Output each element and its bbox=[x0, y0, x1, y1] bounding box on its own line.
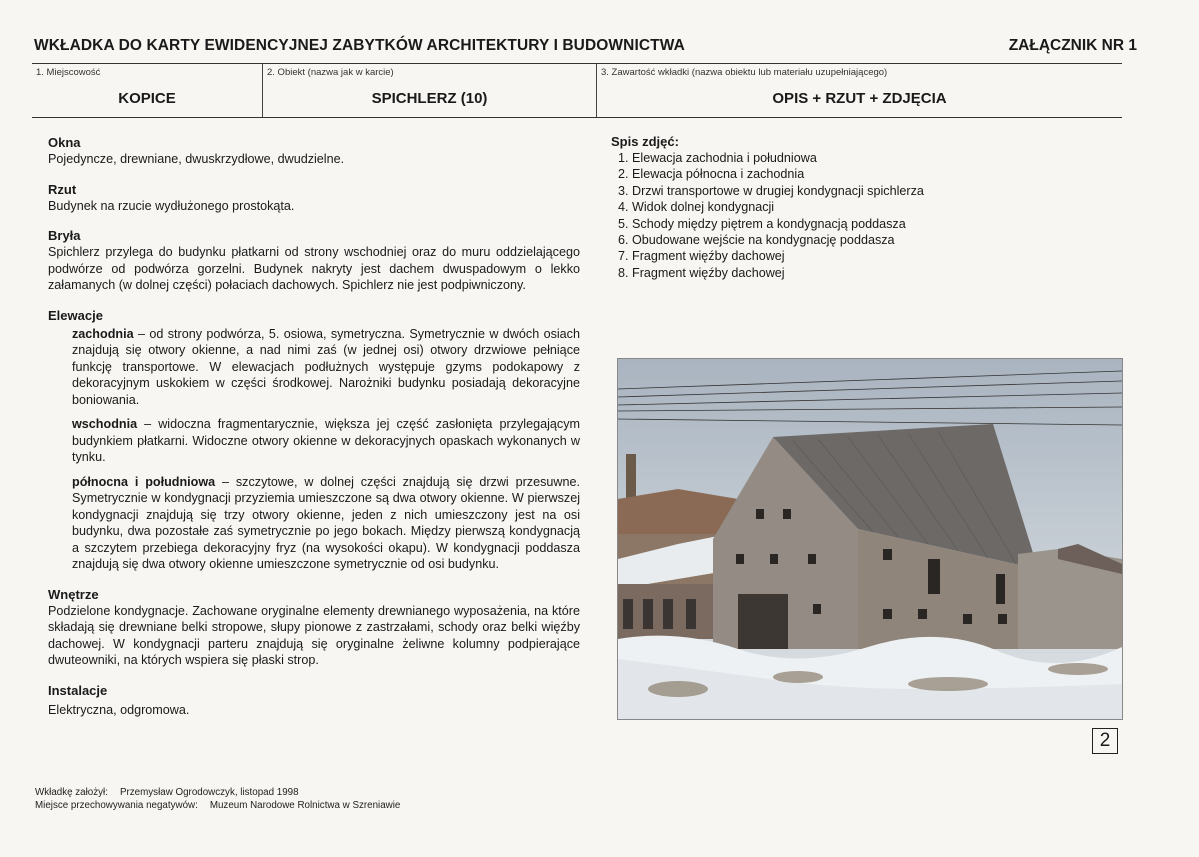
header-table bbox=[32, 63, 1122, 118]
header-cell-label: 1. Miejscowość bbox=[36, 67, 101, 78]
footer-storage-line bbox=[35, 800, 400, 813]
photo-list-items bbox=[611, 150, 1031, 281]
footer-author-value: Przemysław Ogrodowczyk, listopad 1998 bbox=[119, 787, 299, 798]
header-cell-locality bbox=[32, 64, 262, 117]
granary-photo bbox=[617, 358, 1123, 720]
list-item: 5. Schody między piętrem a kondygnacją poddasza bbox=[632, 216, 1031, 232]
section-text: Budynek na rzucie wydłużonego prostokąta. bbox=[48, 198, 295, 213]
section-text: Elektryczna, odgromowa. bbox=[48, 702, 190, 717]
elevation-term: zachodnia bbox=[72, 326, 134, 341]
header-cell-object bbox=[262, 64, 596, 117]
footer-author-line bbox=[35, 787, 400, 800]
header-cell-value: SPICHLERZ (10) bbox=[371, 90, 488, 107]
elevation-term: wschodnia bbox=[72, 417, 138, 431]
section-text: Pojedyncze, drewniane, dwuskrzydłowe, dwudzielne. bbox=[48, 152, 345, 166]
section-rzut bbox=[48, 181, 580, 215]
section-text: Spichlerz przylega do budynku płatkarni od strony wschodniej oraz do muru oddzielającego podwórze od podwórza gorzelni. Budynek nakryty jest dachem dwuspadowym o lekko załamanych (w dolnej części) połaciach dachowych. Spichlerz nie jest podpiwniczony. bbox=[48, 245, 580, 292]
granary-photo-drawing bbox=[618, 359, 1122, 719]
photo-list-heading: Spis zdjęć: bbox=[611, 134, 679, 149]
list-item: 2. Elewacja północna i zachodnia bbox=[632, 166, 1031, 182]
list-item: 8. Fragment więźby dachowej bbox=[632, 265, 1031, 281]
header-cell-label: 2. Obiekt (nazwa jak w karcie) bbox=[267, 67, 394, 78]
elevation-item bbox=[72, 416, 580, 466]
section-instalacje bbox=[48, 682, 580, 719]
header-cell-label: 3. Zawartość wkładki (nazwa obiektu lub materiału uzupełniającego) bbox=[601, 67, 888, 78]
footer bbox=[35, 787, 400, 812]
section-heading: Okna bbox=[48, 135, 81, 150]
header-cell-value: KOPICE bbox=[118, 90, 176, 107]
elevation-term: północna i południowa bbox=[72, 474, 216, 489]
section-okna bbox=[48, 134, 580, 168]
header-cell-contents bbox=[596, 64, 1122, 117]
list-item: 6. Obudowane wejście na kondygnację poddasza bbox=[632, 232, 1031, 248]
footer-storage-value: Muzeum Narodowe Rolnictwa w Szreniawie bbox=[209, 799, 401, 811]
elevation-item bbox=[72, 474, 580, 573]
section-heading: Bryła bbox=[48, 228, 81, 243]
section-elewacje bbox=[48, 307, 580, 573]
section-heading: Wnętrze bbox=[48, 586, 99, 602]
page-number: 2 bbox=[1092, 728, 1118, 754]
list-item: 1. Elewacja zachodnia i południowa bbox=[632, 150, 1031, 166]
section-heading: Elewacje bbox=[48, 307, 103, 323]
section-wnetrze bbox=[48, 586, 580, 669]
footer-author-label: Wkładkę założył: bbox=[35, 787, 108, 798]
header-cell-value: OPIS + RZUT + ZDJĘCIA bbox=[772, 90, 947, 107]
elevation-item bbox=[72, 326, 580, 409]
list-item: 7. Fragment więźby dachowej bbox=[632, 248, 1031, 264]
photo-list bbox=[611, 134, 1031, 281]
elevation-text: – od strony podwórza, 5. osiowa, symetryczna. Symetrycznie w dwóch osiach znajdują się otwory okienne, a nad nimi zaś (w jednej osi) otwory drzwiowe pełniące funkcję transportowe. W elewacjach podłużnych występuje gzyms podokapowy z dekoracyjnym uskokiem w części środkowej. Narożniki budynku posiadają dekoracyjne boniowania. bbox=[72, 326, 580, 407]
section-heading: Rzut bbox=[48, 181, 77, 197]
description-column bbox=[48, 134, 580, 731]
section-heading: Instalacje bbox=[48, 682, 108, 698]
section-bryla bbox=[48, 227, 580, 294]
list-item: 3. Drzwi transportowe w drugiej kondygnacji spichlerza bbox=[632, 183, 1031, 199]
section-text: Podzielone kondygnacje. Zachowane oryginalne elementy drewnianego wyposażenia, na które składają się drewniane belki stropowe, słupy pionowe z zastrzałami, schody oraz belki więźby dachowej. W kondygnacji parteru znajdują się oryginalne żeliwne kolumny podpierające dwuteowniki, na których wspiera się płaski strop. bbox=[48, 603, 580, 667]
annex-label: ZAŁĄCZNIK NR 1 bbox=[1008, 37, 1137, 54]
list-item: 4. Widok dolnej kondygnacji bbox=[632, 199, 1031, 215]
elevation-text: – szczytowe, w dolnej części znajdują się drzwi przesuwne. Symetrycznie w kondygnacji przyziemia umieszczone są dwa otwory okienne. W pierwszej kondygnacji znajdują się trzy otwory okienne, jeden z nich umieszczony jest na osi budynku, dwa pozostałe zaś symetrycznie po jego bokach. Między pierwszą kondygnacją a szczytem przebiega dekoracyjny fryz (na wysokości okapu). W kondygnacji poddasza znajdują się dwa otwory okienne umieszczone symetrycznie od osi budynku. bbox=[72, 474, 580, 571]
elevation-text: – widoczna fragmentarycznie, większa jej część zasłonięta przylegającym budynkiem płatkarni. Widoczne otwory okienne w dekoracyjnych opaskach wykonanych w tynku. bbox=[72, 417, 580, 464]
page-title: WKŁADKA DO KARTY EWIDENCYJNEJ ZABYTKÓW ARCHITEKTURY I BUDOWNICTWA bbox=[34, 37, 685, 54]
footer-storage-label: Miejsce przechowywania negatywów: bbox=[35, 799, 198, 811]
